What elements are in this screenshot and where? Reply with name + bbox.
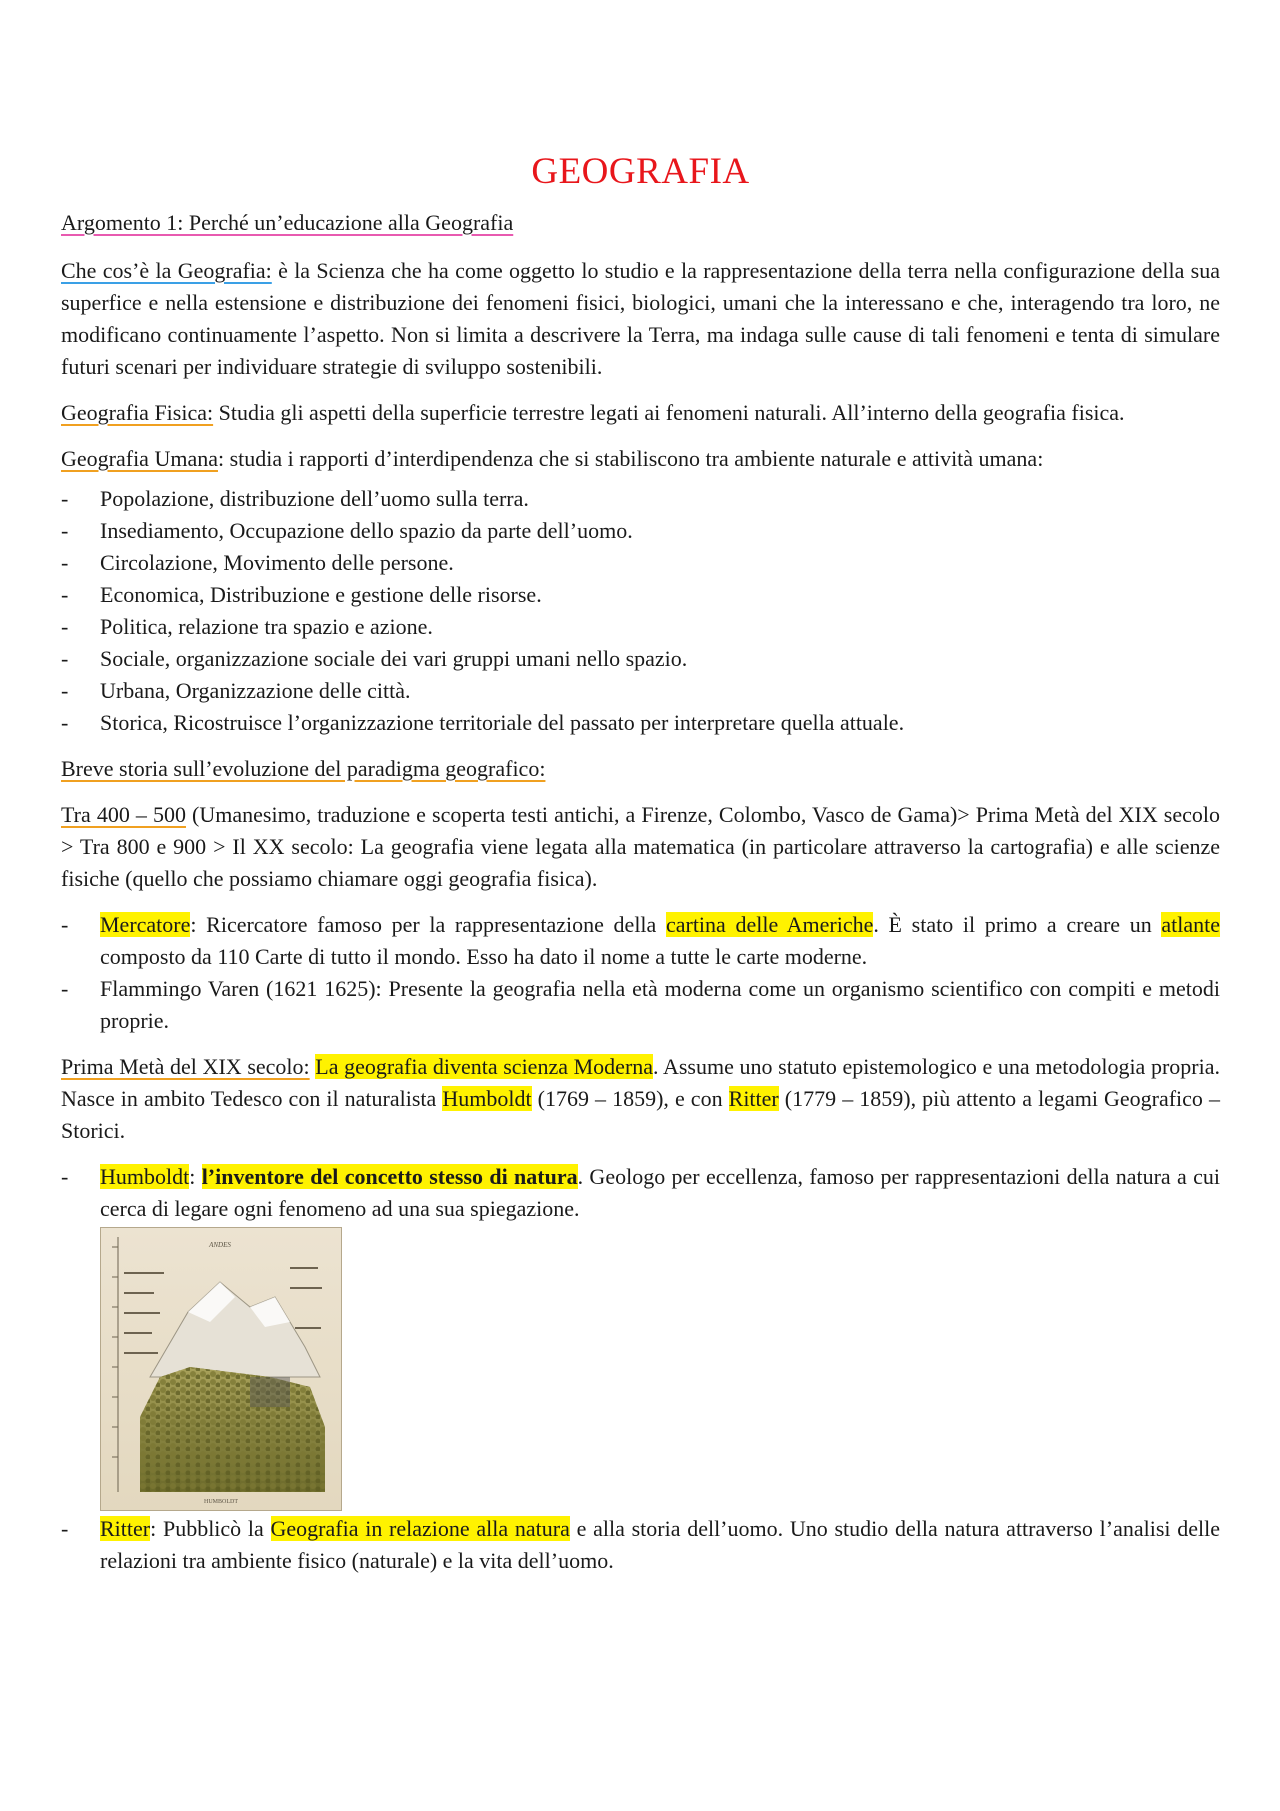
ritter-highlight: Geografia in relazione alla natura: [270, 1516, 570, 1541]
human-geography-text: : studia i rapporti d’interdipendenza che si stabiliscono tra ambiente naturale e attività umana:: [217, 446, 1044, 471]
mercatore-name: Mercatore: [100, 912, 191, 937]
cartographers-list: [61, 909, 1220, 1037]
list-item: - Insediamento, Occupazione dello spazio da parte dell’uomo.: [61, 515, 1220, 547]
xix-highlight-ritter: Ritter: [728, 1086, 779, 1111]
xix-text-1: . Assume uno statuto epistemologico e una metodologia propria. Nasce in ambito Tedesco con il naturalista: [61, 1054, 1220, 1111]
human-geography-label: Geografia Umana: [61, 446, 218, 471]
xix-highlight-1: La geografia diventa scienza Moderna: [315, 1054, 654, 1079]
history-period-text: (Umanesimo, traduzione e scoperta testi antichi, a Firenze, Colombo, Vasco de Gama)> Prima Metà del XIX secolo > Tra 800 e 900 > Il XX secolo: La geografia viene legata alla matematica (in particolare attraverso la cartografia) e alle scienze fisiche (quello che possiamo chiamare oggi geografia fisica).: [61, 802, 1221, 891]
definition-text: è la Scienza che ha come oggetto lo studio e la rappresentazione della terra nella configurazione della sua superfice e nella estensione e distribuzione dei fenomeni fisici, biologici, umani che la interessano e che, interagendo tra loro, ne modificano continuamente l’aspetto. Non si limita a descrivere la Terra, ma indaga sulle cause di tali fenomeni e tenta di simulare futuri scenari per individuare strategie di sviluppo sostenibili.: [61, 258, 1221, 379]
definition-label: Che cos’è la Geografia:: [61, 258, 272, 283]
figure-header: ANDES: [209, 1241, 231, 1249]
physical-geography-label: Geografia Fisica:: [61, 400, 214, 425]
ritter-text-1: : Pubblicò la: [150, 1516, 271, 1541]
history-period-label: Tra 400 – 500: [61, 802, 186, 827]
page-title: GEOGRAFIA: [531, 151, 750, 192]
topic-heading: [61, 207, 1220, 239]
list-item: - Economica, Distribuzione e gestione delle risorse.: [61, 579, 1220, 611]
mercatore-text-3: composto da 110 Carte di tutto il mondo. Esso ha dato il nome a tutte le carte moderne.: [100, 944, 868, 969]
list-item: - Politica, relazione tra spazio e azione.: [61, 611, 1220, 643]
mercatore-item: [61, 909, 1220, 973]
mercatore-text-1: : Ricercatore famoso per la rappresentazione della: [190, 912, 666, 937]
list-item: - Sociale, organizzazione sociale dei vari gruppi umani nello spazio.: [61, 643, 1220, 675]
physical-geography-text: Studia gli aspetti della superficie terrestre legati ai fenomeni naturali. All’interno della geografia fisica.: [213, 400, 1125, 425]
xix-century-paragraph: [61, 1051, 1220, 1147]
history-heading-text: Breve storia sull’evoluzione del paradigma geografico:: [61, 756, 546, 781]
xix-text-2: (1769 – 1859), e con: [531, 1086, 729, 1111]
figure-caption: HUMBOLDT: [204, 1499, 238, 1505]
history-heading: [61, 753, 1220, 785]
humboldt-bold-highlight: l’inventore del concetto stesso di natura: [201, 1164, 578, 1189]
mercatore-highlight-1: cartina delle Americhe: [665, 912, 874, 937]
humboldt-figure-wrap: [61, 1227, 1220, 1511]
list-item: - Storica, Ricostruisce l’organizzazione territoriale del passato per interpretare quella attuale.: [61, 707, 1220, 739]
human-geography-paragraph: [61, 443, 1220, 475]
ritter-text-2: e alla storia dell’uomo. Uno studio della natura attraverso l’analisi delle relazioni tra ambiente fisico (naturale) e la vita dell’uomo.: [100, 1516, 1220, 1573]
mercatore-highlight-2: atlante: [1161, 912, 1221, 937]
topic-heading-text: Argomento 1: Perché un’educazione alla Geografia: [61, 210, 514, 235]
xix-century-label: Prima Metà del XIX secolo:: [61, 1054, 310, 1079]
xix-text-3: (1779 – 1859), più attento a legami Geografico – Storici.: [61, 1086, 1220, 1143]
humboldt-list: [61, 1161, 1220, 1225]
xix-highlight-humboldt: Humboldt: [442, 1086, 532, 1111]
ritter-item: [61, 1513, 1220, 1577]
ritter-name: Ritter: [100, 1516, 151, 1541]
humboldt-item: [61, 1161, 1220, 1225]
history-paragraph: [61, 799, 1220, 895]
humboldt-name: Humboldt: [100, 1164, 190, 1189]
mercatore-text-2: . È stato il primo a creare un: [873, 912, 1162, 937]
list-item: - Urbana, Organizzazione delle città.: [61, 675, 1220, 707]
list-item: - Circolazione, Movimento delle persone.: [61, 547, 1220, 579]
humboldt-colon: :: [189, 1164, 202, 1189]
definition-paragraph: [61, 255, 1220, 383]
humboldt-text: . Geologo per eccellenza, famoso per rappresentazioni della natura a cui cerca di legare ogni fenomeno ad una sua spiegazione.: [100, 1164, 1220, 1221]
human-geography-list: [61, 483, 1220, 739]
list-item: - Popolazione, distribuzione dell’uomo sulla terra.: [61, 483, 1220, 515]
ritter-list: [61, 1513, 1220, 1577]
physical-geography-paragraph: [61, 397, 1220, 429]
varen-item: - Flammingo Varen (1621 1625): Presente la geografia nella età moderna come un organismo scientifico con compiti e metodi proprie.: [61, 973, 1220, 1037]
andes-chimborazo-illustration: [100, 1227, 342, 1511]
